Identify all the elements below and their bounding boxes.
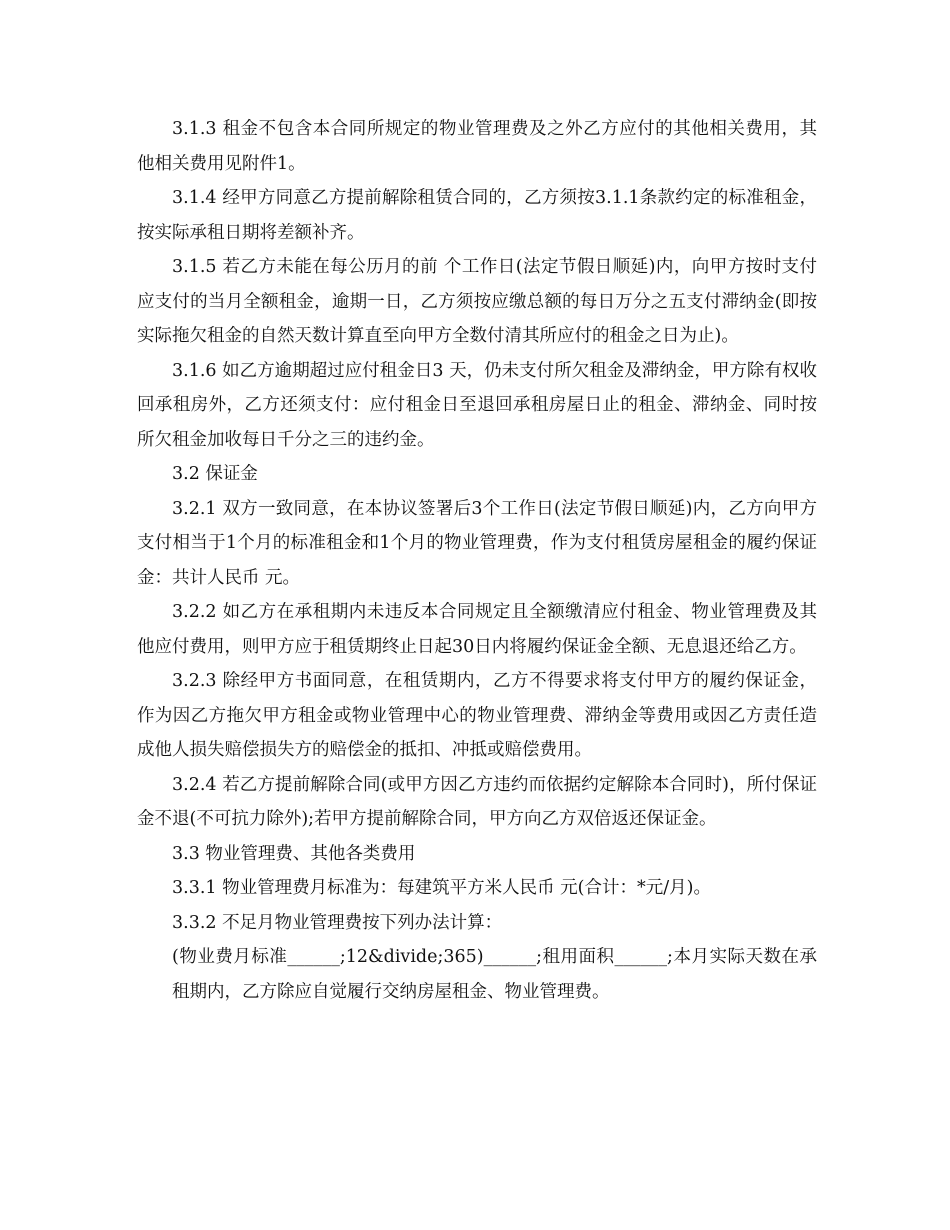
paragraph-3-1-3: 3.1.3 租金不包含本合同所规定的物业管理费及之外乙方应付的其他相关费用，其他相关费用见附件1。 — [137, 119, 817, 174]
paragraph-3-2-2: 3.2.2 如乙方在承租期内未违反本合同规定且全额缴清应付租金、物业管理费及其他应付费用，则甲方应于租赁期终止日起30日内将履约保证金全额、无息退还给乙方。 — [137, 602, 817, 657]
section-heading-3-2: 3.2 保证金 — [172, 464, 258, 484]
paragraph-3-3-1: 3.3.1 物业管理费月标准为：每建筑平方米人民币 元(合计：*元/月)。 — [172, 878, 711, 898]
section-heading-3-3: 3.3 物业管理费、其他各类费用 — [172, 843, 416, 864]
document-page — [137, 112, 817, 1009]
paragraph-3-2-3: 3.2.3 除经甲方书面同意，在租赁期内，乙方不得要求将支付甲方的履约保证金，作为因乙方拖欠甲方租金或物业管理中心的物业管理费、滞纳金等费用或因乙方责任造成他人损失赔偿损失方的赔偿金的抵扣、冲抵或赔偿费用。 — [137, 671, 817, 760]
paragraph-formula: (物业费月标准______;12&divide;365)______;租用面积______;本月实际天数在承租期内，乙方除应自觉履行交纳房屋租金、物业管理费。 — [172, 947, 817, 1002]
paragraph-3-1-6: 3.1.6 如乙方逾期超过应付租金日3 天，仍未支付所欠租金及滞纳金，甲方除有权收回承租房外，乙方还须支付：应付租金日至退回承租房屋日止的租金、滞纳金、同时按所欠租金加收每日千分之三的违约金。 — [137, 360, 817, 450]
paragraph-3-1-4: 3.1.4 经甲方同意乙方提前解除租赁合同的，乙方须按3.1.1条款约定的标准租金，按实际承租日期将差额补齐。 — [137, 188, 817, 243]
paragraph-3-2-1: 3.2.1 双方一致同意，在本协议签署后3个工作日(法定节假日顺延)内，乙方向甲方支付相当于1个月的标准租金和1个月的物业管理费，作为支付租赁房屋租金的履约保证金：共计人民币 元。 — [137, 498, 817, 588]
paragraph-3-1-5: 3.1.5 若乙方未能在每公历月的前 个工作日(法定节假日顺延)内，向甲方按时支付应支付的当月全额租金，逾期一日，乙方须按应缴总额的每日万分之五支付滞纳金(即按实际拖欠租金的自然天数计算直至向甲方全数付清其所应付的租金之日为止)。 — [137, 257, 817, 346]
paragraph-3-2-4: 3.2.4 若乙方提前解除合同(或甲方因乙方违约而依据约定解除本合同时)，所付保证金不退(不可抗力除外);若甲方提前解除合同，甲方向乙方双倍返还保证金。 — [137, 774, 817, 829]
paragraph-3-3-2: 3.3.2 不足月物业管理费按下列办法计算： — [172, 912, 503, 933]
